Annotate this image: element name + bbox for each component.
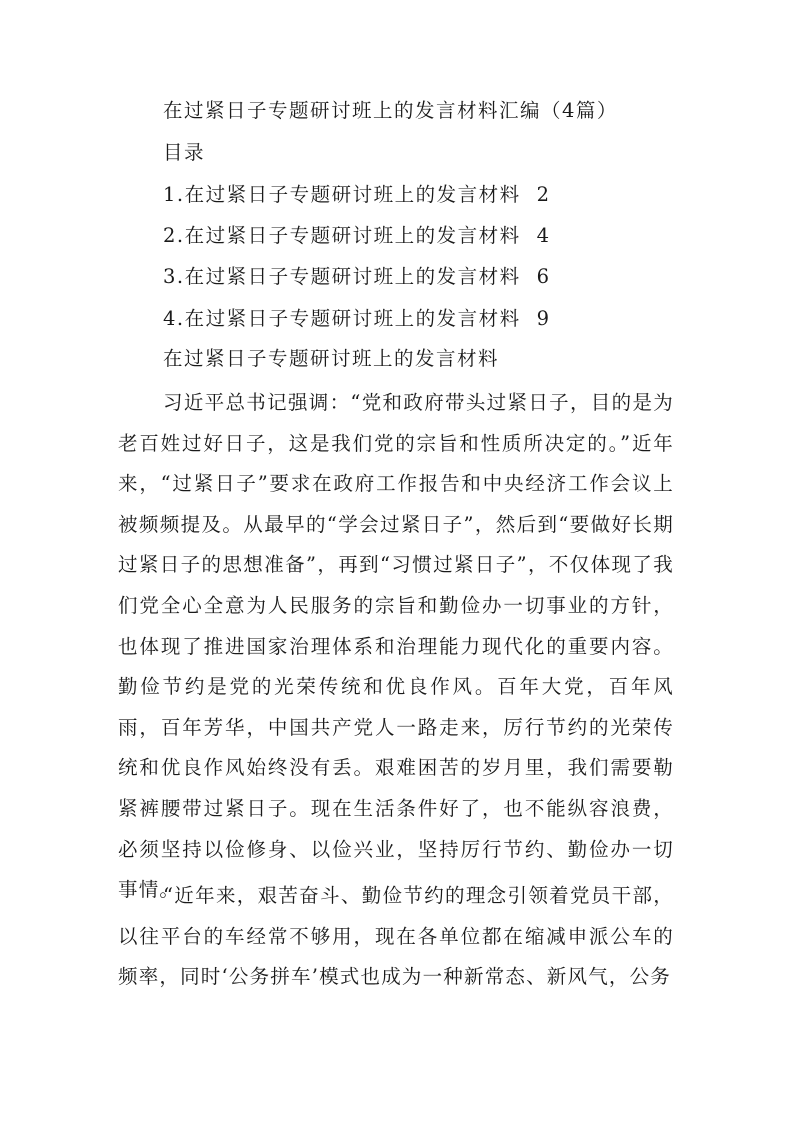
toc-item-page: 4 — [536, 224, 551, 247]
toc-item-page: 2 — [536, 183, 551, 206]
body-paragraph: 习近平总书记强调：“党和政府带头过紧日子，目的是为老百姓过好日子，这是我们党的宗旨和性质所决定的。”近年来，“过紧日子”要求在政府工作报告和中央经济工作会议上被频频提及。从最早的“学会过紧日子”，然后到“要做好长期过紧日子的思想准备”，再到“习惯过紧日子”，不仅体现了我们党全心全意为人民服务的宗旨和勤俭办一切事业的方针，也体现了推进国家治理体系和治理能力现代化的重要内容。勤俭节约是党的光荣传统和优良作风。百年大党，百年风雨，百年芳华，中国共产党人一路走来，厉行节约的光荣传统和优良作风始终没有丢。艰难困苦的岁月里，我们需要勒紧裤腰带过紧日子。现在生活条件好了，也不能纵容浪费，必须坚持以俭修身、以俭兴业，坚持厉行节约、勤俭办一切事情。 — [118, 391, 674, 902]
toc-item[interactable] — [163, 182, 551, 208]
body-paragraph: “近年来，艰苦奋斗、勤俭节约的理念引领着党员干部，以往平台的车经常不够用，现在各单位都在缩减申派公车的频率，同时‘公务拼车’模式也成为一种新常态、新风气，公务 — [118, 884, 674, 989]
toc-item-page: 6 — [536, 265, 551, 288]
toc-item-label: 1.在过紧日子专题研讨班上的发言材料 — [163, 183, 521, 206]
section-title: 在过紧日子专题研讨班上的发言材料 — [163, 347, 500, 370]
toc-item-label: 4.在过紧日子专题研讨班上的发言材料 — [163, 307, 521, 330]
toc-item-label: 3.在过紧日子专题研讨班上的发言材料 — [163, 265, 521, 288]
toc-item[interactable] — [163, 223, 551, 249]
toc-heading: 目录 — [163, 141, 206, 164]
toc-item[interactable] — [163, 306, 551, 332]
document-title: 在过紧日子专题研讨班上的发言材料汇编（4篇） — [163, 99, 618, 122]
toc-item-page: 9 — [536, 307, 551, 330]
toc-item-label: 2.在过紧日子专题研讨班上的发言材料 — [163, 224, 521, 247]
toc-item[interactable] — [163, 264, 551, 290]
